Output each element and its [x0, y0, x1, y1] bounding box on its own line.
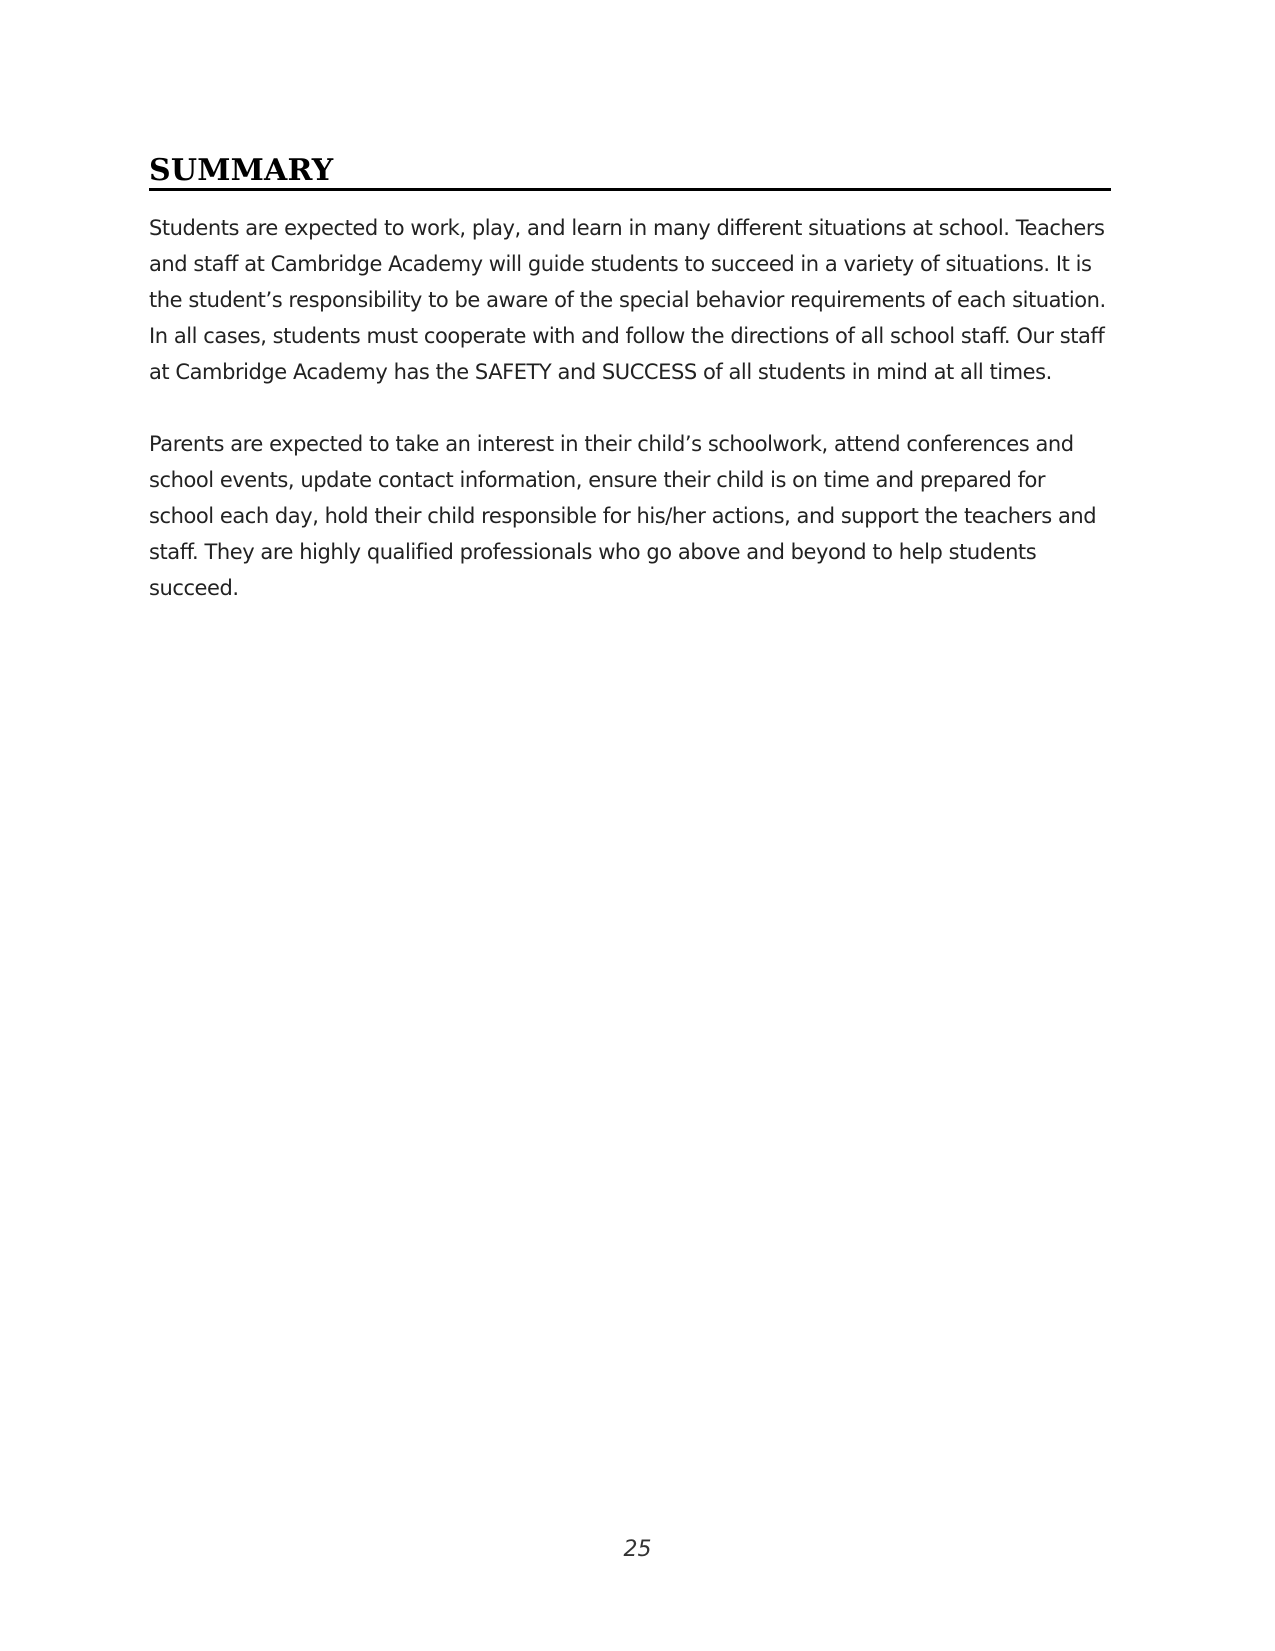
page-number: 25 — [623, 1537, 652, 1562]
paragraph-students: Students are expected to work, play, and learn in many different situations at school. Teachers and staff at Cambridge Academy will guide students to succeed in a variety of situations. It is the student’s responsibility to be aware of the special behavior requirements of each situation. In all cases, students must cooperate with and follow the directions of all school staff. Our staff at Cambridge Academy has the SAFETY and SUCCESS of all students in mind at all times. — [149, 216, 1106, 384]
section-heading-text: SUMMARY — [149, 153, 334, 188]
section-heading — [149, 150, 1111, 191]
paragraph-parents: Parents are expected to take an interest in their child’s schoolwork, attend conferences and school events, update contact information, ensure their child is on time and prepared for school each day, hold their child responsible for his/her actions, and support the teachers and staff. They are highly qualified professionals who go above and beyond to help students succeed. — [149, 432, 1097, 600]
